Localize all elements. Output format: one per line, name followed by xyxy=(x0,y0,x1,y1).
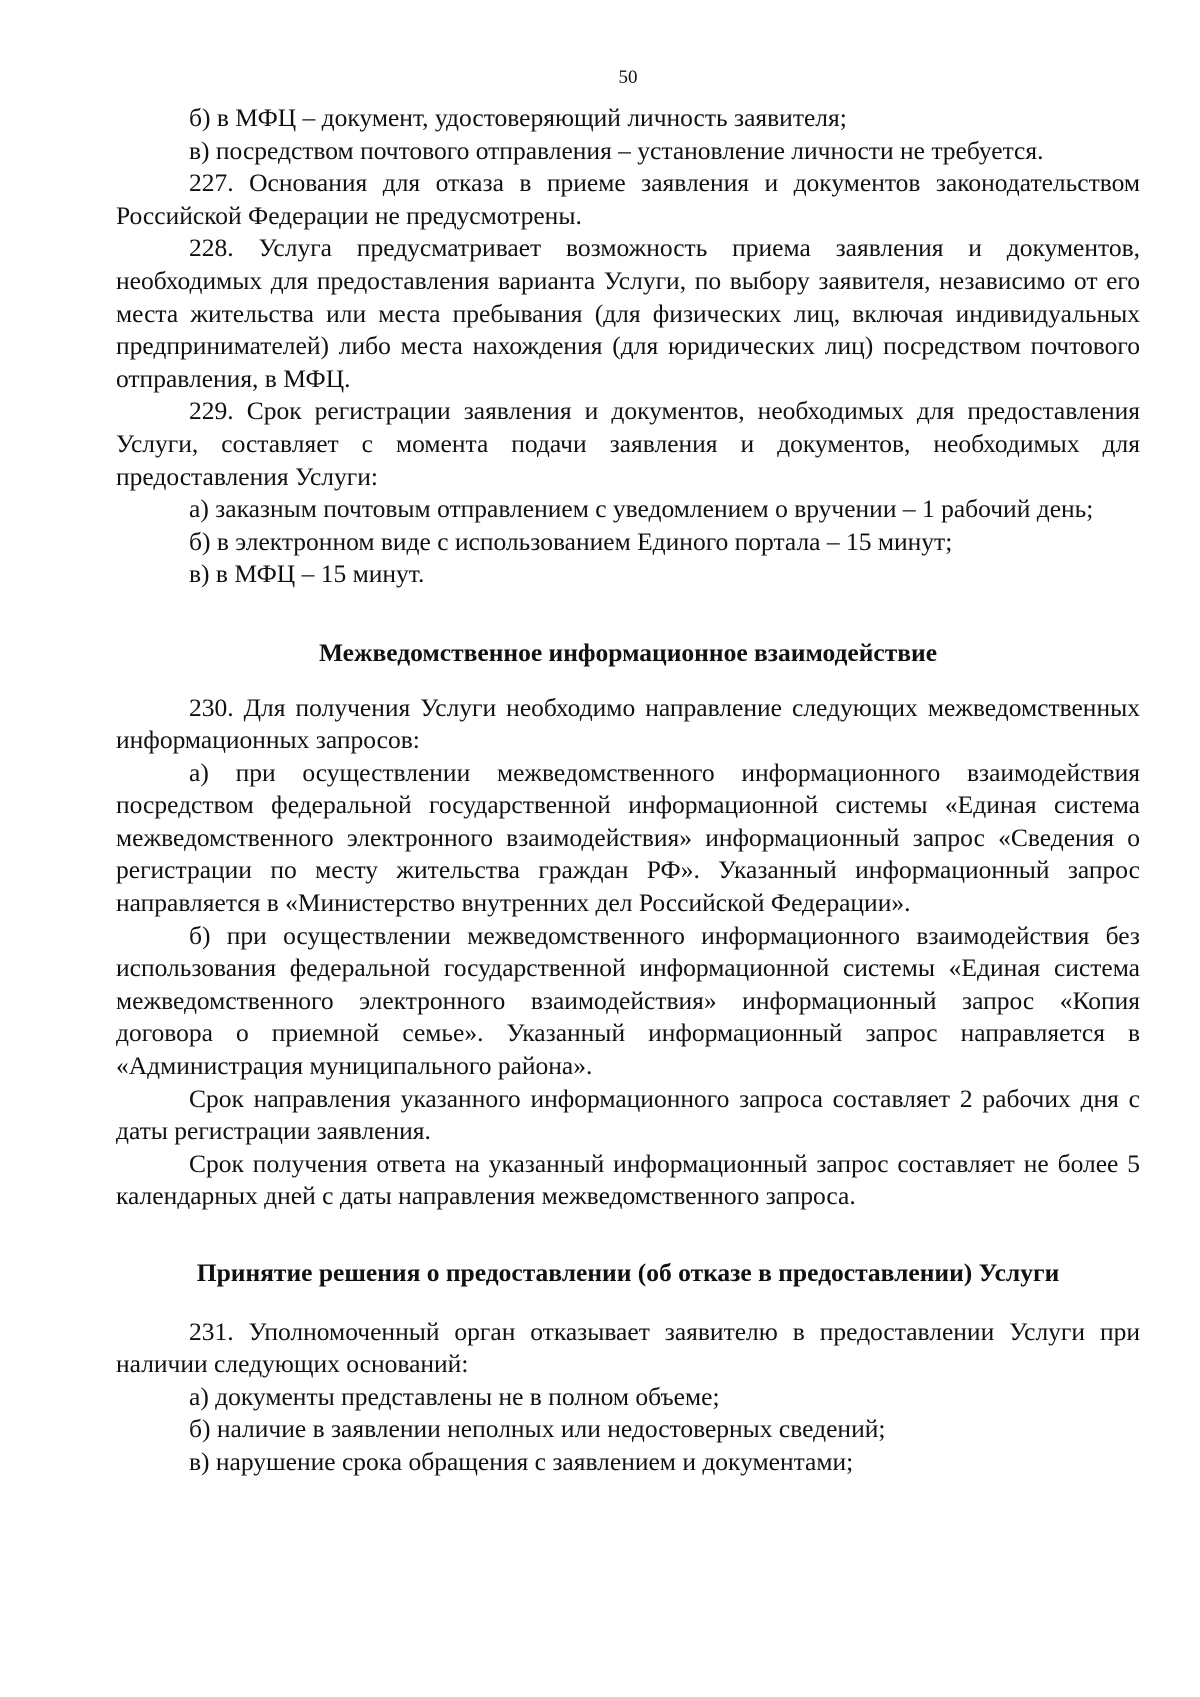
paragraph: в) посредством почтового отправления – установление личности не требуется. xyxy=(189,135,1044,165)
paragraph: б) при осуществлении межведомственного информационного взаимодействия без использования федеральной государственной информационной системы «Единая система межведомственного электронного взаимодействия» информационный запрос «Копия договора о приемной семье». Указанный информационный запрос направляется в «Администрация муниципального района». xyxy=(116,920,1140,1081)
paragraph: 229. Срок регистрации заявления и документов, необходимых для предоставления Услуги, составляет с момента подачи заявления и документов, необходимых для предоставления Услуги: xyxy=(116,396,1140,491)
paragraph: а) при осуществлении межведомственного информационного взаимодействия посредством федеральной государственной информационной системы «Единая система межведомственного электронного взаимодействия» информационный запрос «Сведения о регистрации по месту жительства граждан РФ». Указанный информационный запрос направляется в «Министерство внутренних дел Российской Федерации». xyxy=(116,757,1140,918)
paragraph: б) наличие в заявлении неполных или недостоверных сведений; xyxy=(189,1414,886,1444)
paragraph: Срок получения ответа на указанный информационный запрос составляет не более 5 календарных дней с даты направления межведомственного запроса. xyxy=(116,1148,1140,1211)
paragraph: в) в МФЦ – 15 минут. xyxy=(189,559,425,589)
page-number: 50 xyxy=(618,67,638,88)
paragraph: б) в МФЦ – документ, удостоверяющий личность заявителя; xyxy=(189,103,847,132)
paragraph: 230. Для получения Услуги необходимо направление следующих межведомственных информационных запросов: xyxy=(116,692,1140,755)
paragraph: в) нарушение срока обращения с заявлением и документами; xyxy=(189,1446,854,1476)
paragraph: а) документы представлены не в полном объеме; xyxy=(189,1381,720,1411)
paragraph: 228. Услуга предусматривает возможность приема заявления и документов, необходимых для предоставления варианта Услуги, по выбору заявителя, независимо от его места жительства или места пребывания (для физических лиц, включая индивидуальных предпринимателей) либо места нахождения (для юридических лиц) посредством почтового отправления, в МФЦ. xyxy=(116,233,1140,393)
paragraph: Срок направления указанного информационного запроса составляет 2 рабочих дня с даты регистрации заявления. xyxy=(116,1083,1140,1146)
paragraph: б) в электронном виде с использованием Единого портала – 15 минут; xyxy=(189,526,953,556)
paragraph: 227. Основания для отказа в приеме заявления и документов законодательством Российской Федерации не предусмотрены. xyxy=(116,168,1140,230)
paragraph: а) заказным почтовым отправлением с уведомлением о вручении – 1 рабочий день; xyxy=(189,494,1094,524)
section-heading: Принятие решения о предоставлении (об отказе в предоставлении) Услуги xyxy=(196,1258,1060,1287)
paragraph: 231. Уполномоченный орган отказывает заявителю в предоставлении Услуги при наличии следующих оснований: xyxy=(116,1316,1140,1379)
section-heading: Межведомственное информационное взаимодействие xyxy=(318,637,938,667)
